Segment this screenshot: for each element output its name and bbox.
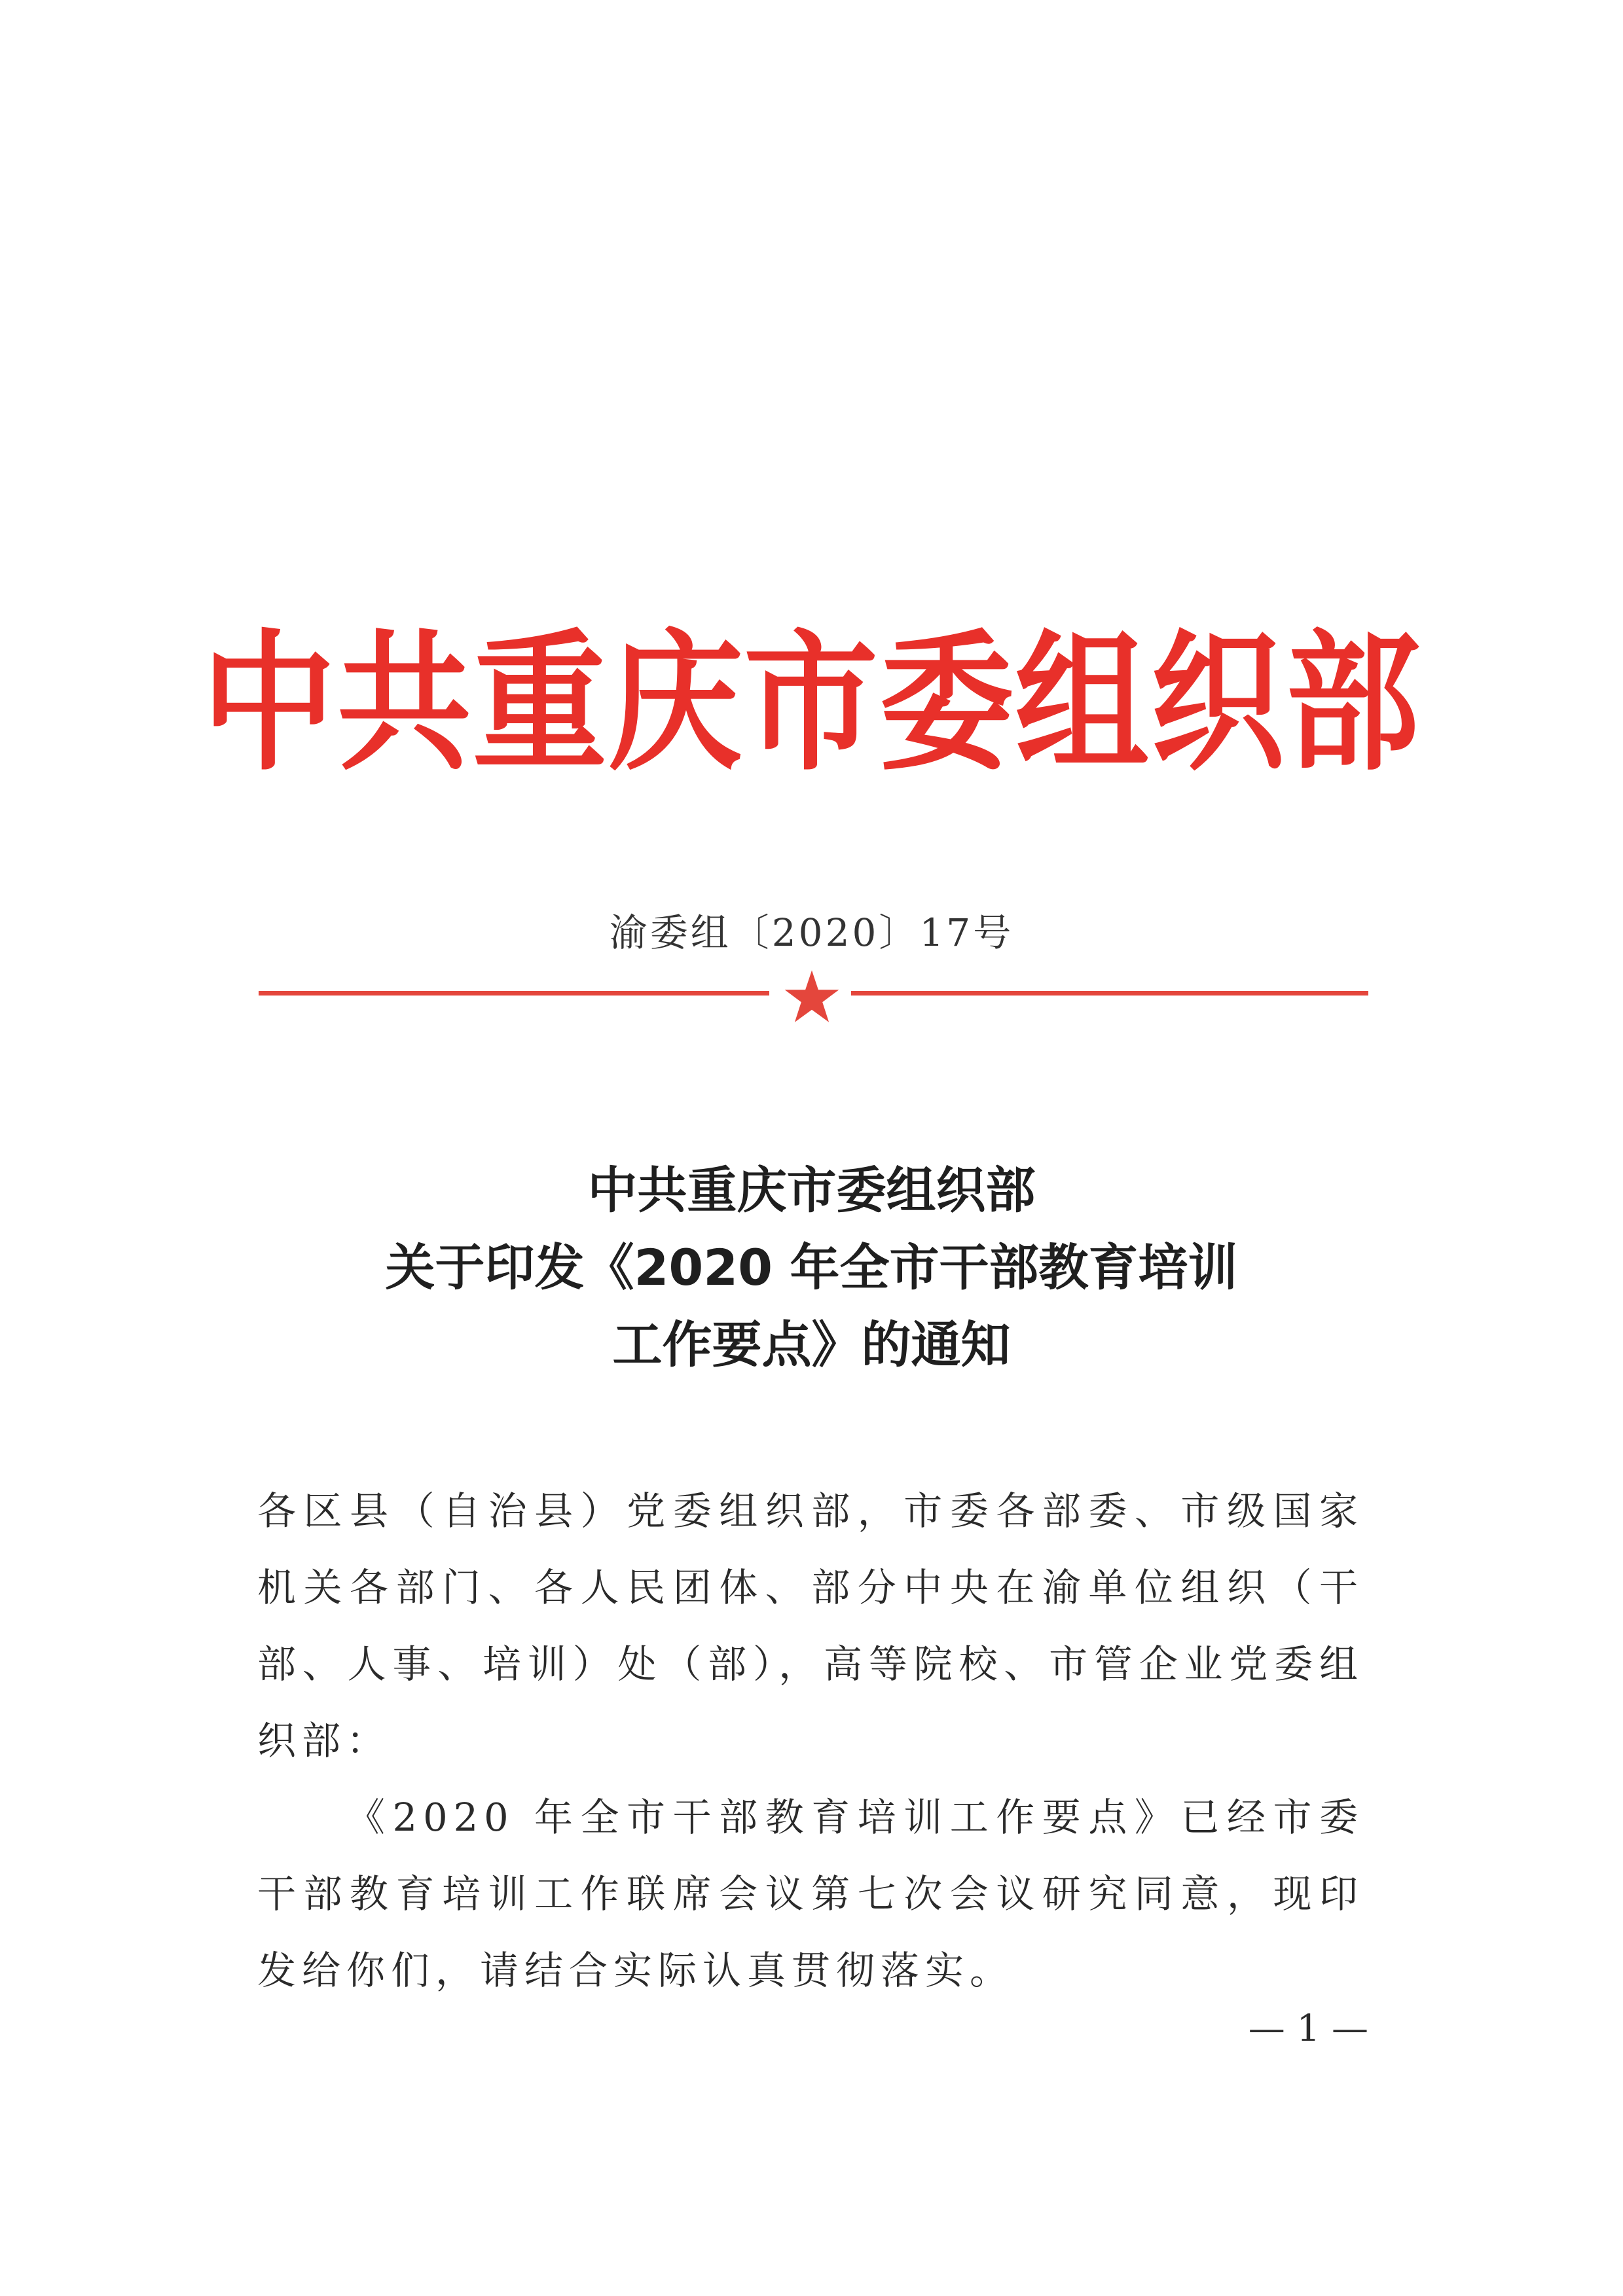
title-line-2: 关于印发《2020 年全市干部教育培训 [385, 1238, 1238, 1297]
star-icon [782, 967, 841, 1026]
page-number: — 1 — [1248, 2007, 1368, 2050]
addressees: 各区县（自治县）党委组织部，市委各部委、市级国家机关各部门、各人民团体、部分中央在渝单位组织（干部、人事、培训）处（部），高等院校、市管企业党委组织部： [257, 1488, 1364, 1763]
title-line-1: 中共重庆市委组织部 [587, 1161, 1036, 1219]
document-body [257, 1473, 1364, 2009]
divider-line-left [259, 991, 769, 996]
issuer-heading: 中共重庆市委组织部 [202, 617, 1421, 791]
body-paragraph: 《2020 年全市干部教育培训工作要点》已经市委干部教育培训工作联席会议第七次会议研究同意，现印发给你们，请结合实际认真贯彻落实。 [257, 1795, 1364, 1993]
red-divider [259, 982, 1368, 1028]
document-number: 渝委组〔2020〕17号 [609, 910, 1014, 955]
divider-line-right [851, 991, 1368, 996]
document-title [0, 1152, 1623, 1384]
title-line-3: 工作要点》的通知 [612, 1316, 1011, 1374]
